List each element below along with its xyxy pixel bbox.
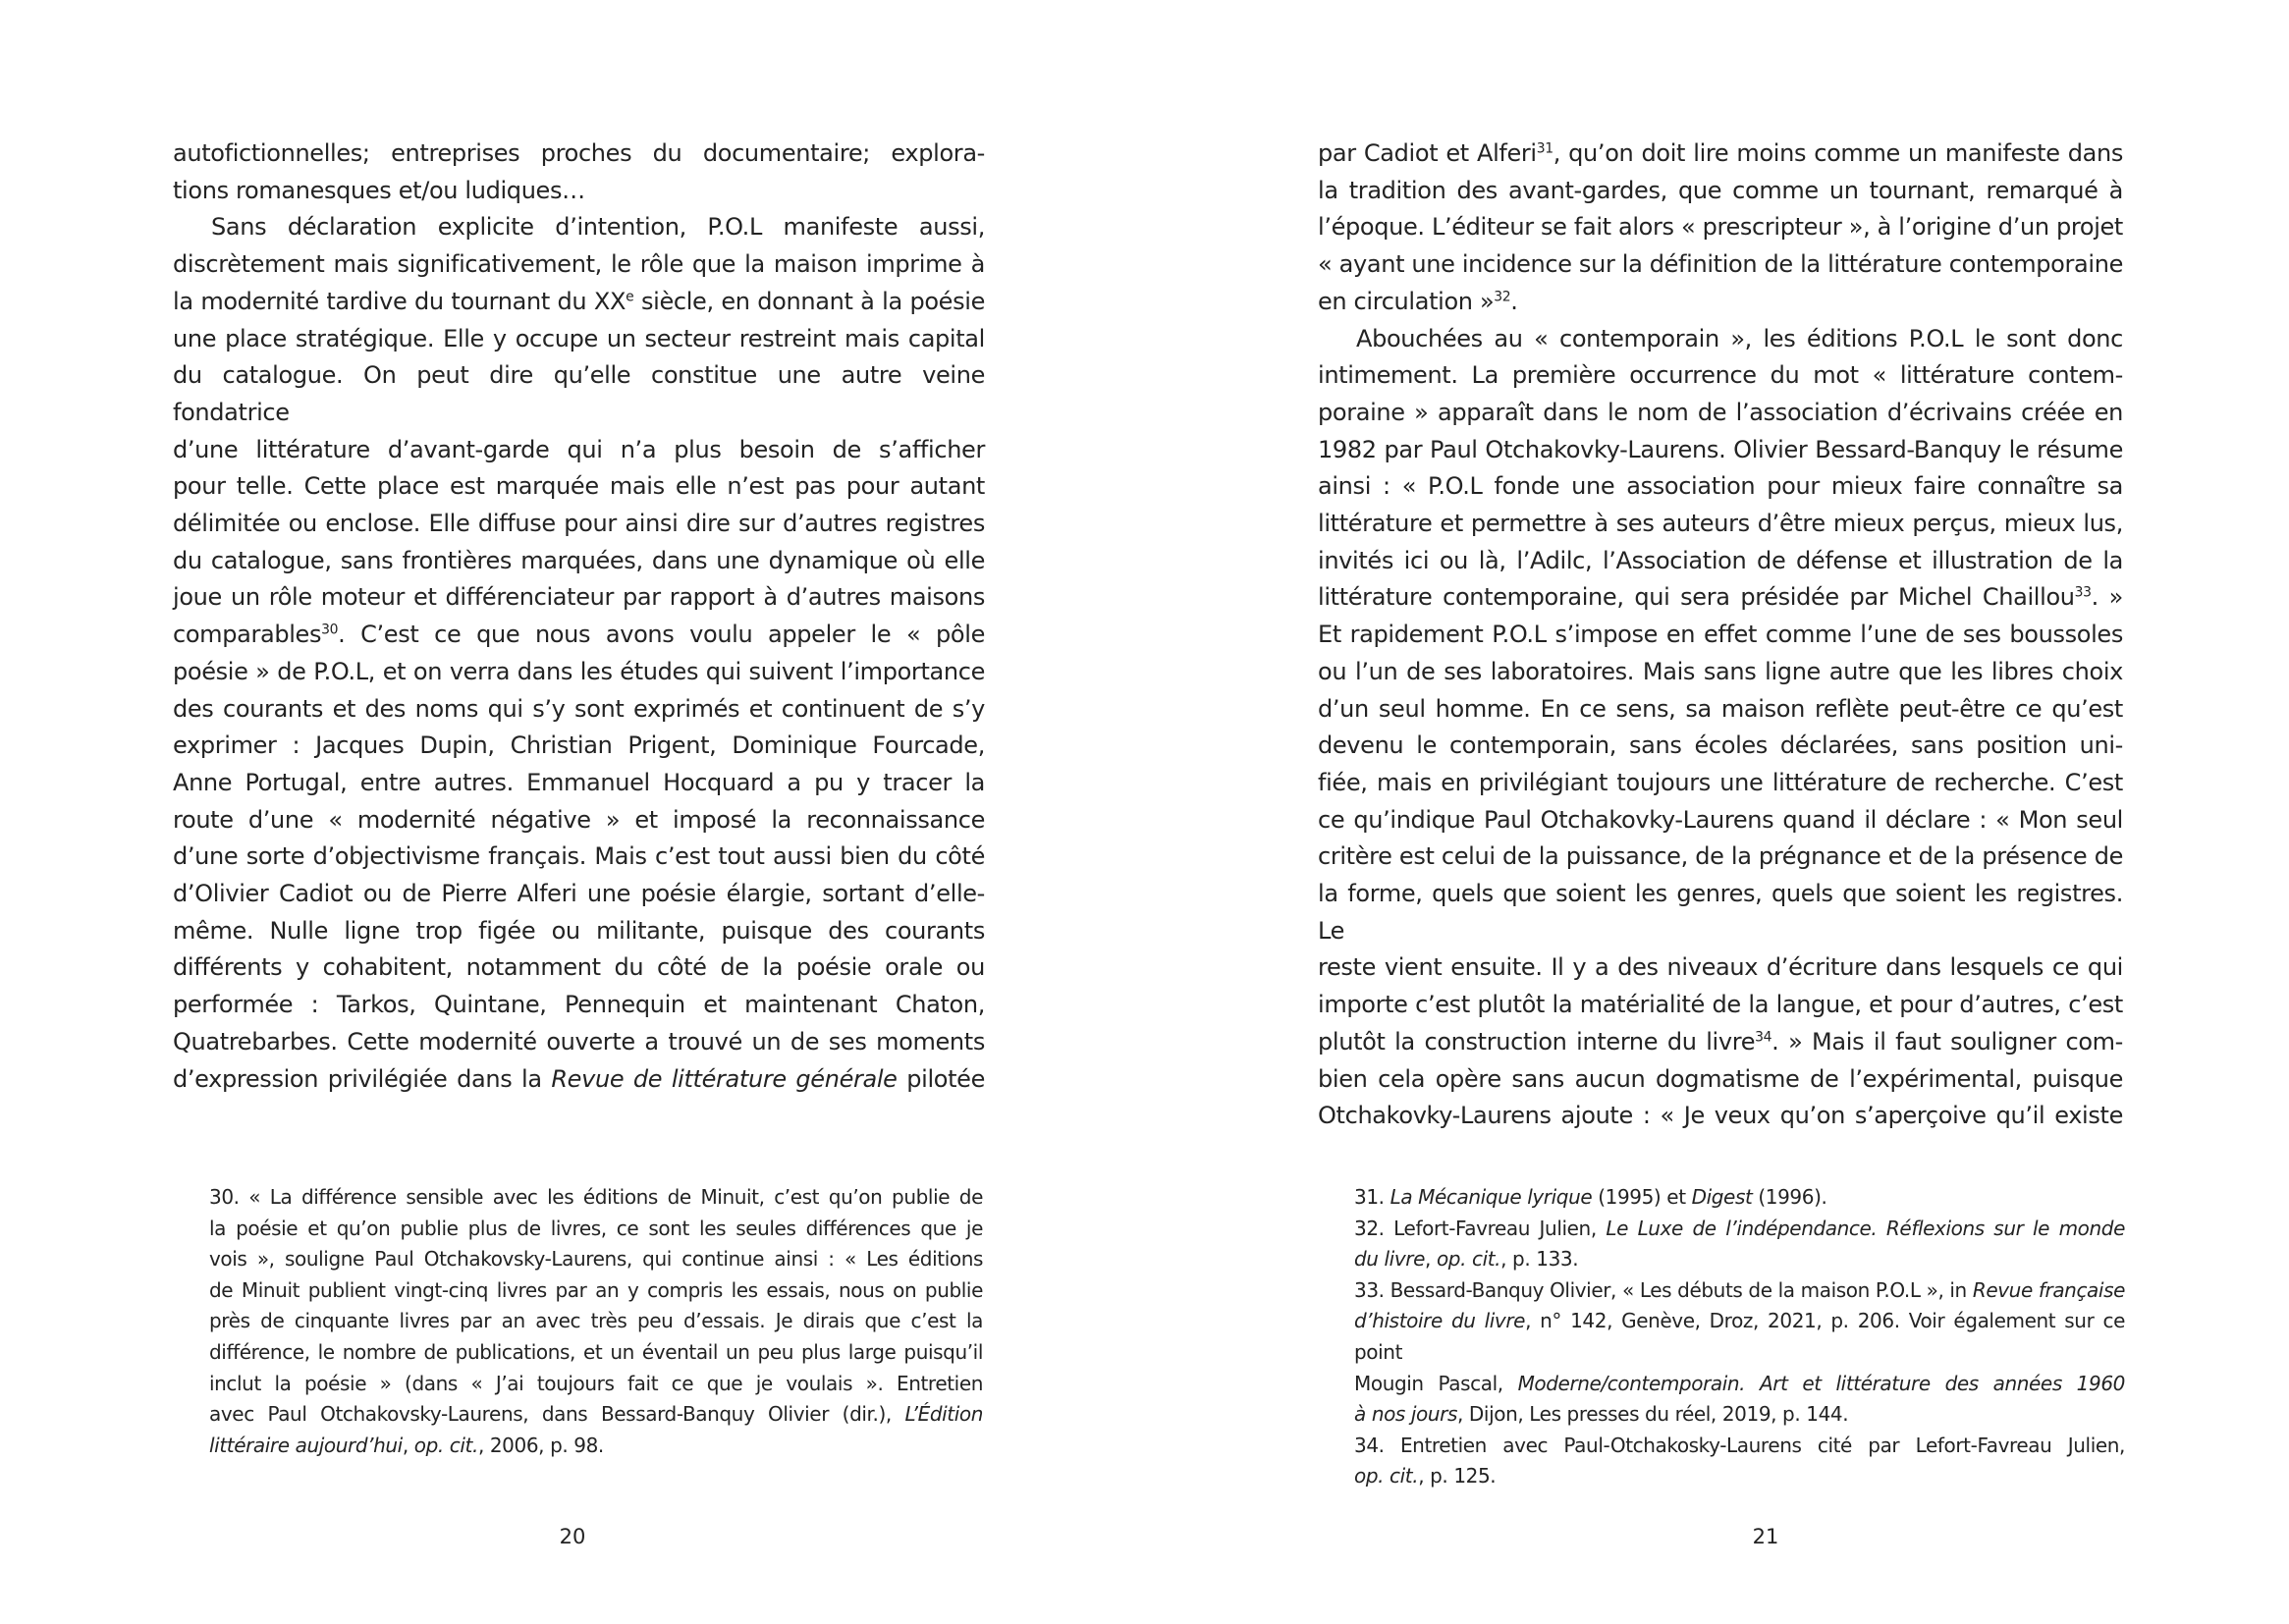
footnote-marker: 32 bbox=[1494, 289, 1511, 305]
text-segment: littérature et permettre à ses auteurs d’être mieux perçus, mieux lus, bbox=[1318, 510, 2123, 538]
text-line bbox=[1318, 506, 2123, 543]
text-segment: Abouchées au « contemporain », les éditions P.O.L le sont donc bbox=[1356, 324, 2123, 352]
text-line bbox=[1318, 617, 2123, 654]
text-segment: du catalogue. On peut dire qu’elle constitue une autre veine fondatrice bbox=[173, 361, 985, 426]
text-segment: près de cinquante livres par an avec très peu d’essais. Je dirais que c’est la bbox=[209, 1309, 983, 1333]
italic-text: du livre bbox=[1354, 1247, 1426, 1272]
italic-text: à nos jours bbox=[1354, 1402, 1458, 1427]
text-segment: par Cadiot et Alferi bbox=[1318, 139, 1537, 167]
footnote-marker: 33 bbox=[2074, 584, 2092, 601]
text-segment: en circulation » bbox=[1318, 287, 1495, 315]
text-segment: poraine » apparaît dans le nom de l’association d’écrivains créée en bbox=[1318, 398, 2123, 426]
text-segment: la modernité tardive du tournant du XX bbox=[173, 287, 627, 315]
text-line bbox=[209, 1275, 983, 1307]
left-body-text bbox=[173, 135, 985, 1098]
text-segment: une place stratégique. Elle y occupe un secteur restreint mais capital bbox=[173, 324, 985, 352]
text-line bbox=[173, 802, 985, 839]
text-line bbox=[1318, 1061, 2123, 1099]
text-segment: tions romanesques et/ou ludiques… bbox=[173, 176, 585, 204]
text-segment: même. Nulle ligne trop figée ou militante, puisque des courants bbox=[173, 916, 985, 945]
italic-text: La Mécanique lyrique bbox=[1390, 1185, 1593, 1209]
text-segment: de Minuit publient vingt-cinq livres par an y compris les essais, nous on publie bbox=[209, 1277, 983, 1302]
text-segment: fiée, mais en privilégiant toujours une littérature de recherche. C’est bbox=[1318, 768, 2123, 796]
text-line bbox=[1318, 691, 2123, 729]
text-segment: plutôt la construction interne du livre bbox=[1318, 1027, 1756, 1056]
text-line bbox=[1354, 1431, 2125, 1462]
italic-text: littéraire aujourd’hui bbox=[209, 1433, 403, 1457]
text-segment: la tradition des avant-gardes, que comme un tournant, remarqué à bbox=[1318, 176, 2123, 204]
text-line bbox=[173, 876, 985, 913]
text-line bbox=[1318, 802, 2123, 839]
text-segment: 30. « La différence sensible avec les éditions de Minuit, c’est qu’on publie de bbox=[209, 1185, 983, 1209]
text-segment: pilotée bbox=[897, 1064, 986, 1093]
text-segment: exprimer : Jacques Dupin, Christian Prigent, Dominique Fourcade, bbox=[173, 731, 985, 760]
text-line bbox=[1354, 1182, 2125, 1214]
footnote-marker: e bbox=[626, 289, 634, 305]
text-segment: importe c’est plutôt la matérialité de la langue, et pour d’autres, c’est bbox=[1318, 991, 2123, 1019]
text-segment: différents y cohabitent, notamment du côté de la poésie orale ou bbox=[173, 953, 985, 982]
text-line bbox=[1318, 579, 2123, 617]
text-segment: , p. 125. bbox=[1418, 1464, 1497, 1489]
italic-text: op. cit. bbox=[1354, 1464, 1419, 1489]
text-segment: , n° 142, Genève, Droz, 2021, p. 206. Voir également sur ce point bbox=[1354, 1309, 2125, 1364]
text-segment: inclut la poésie » (dans « J’ai toujours fait ce que je voulais ». Entretien bbox=[209, 1371, 983, 1395]
text-line bbox=[173, 321, 985, 358]
text-segment: . bbox=[1510, 287, 1518, 315]
text-line bbox=[1318, 432, 2123, 469]
italic-text: d’histoire du livre bbox=[1354, 1309, 1526, 1333]
text-segment: 31. bbox=[1354, 1185, 1390, 1209]
text-line bbox=[1318, 209, 2123, 246]
text-line bbox=[173, 1024, 985, 1061]
text-line bbox=[173, 913, 985, 950]
text-segment: la forme, quels que soient les genres, quels que soient les registres. Le bbox=[1318, 880, 2123, 945]
text-line bbox=[1318, 949, 2123, 987]
text-segment: la poésie et qu’on publie plus de livres, ce sont les seules différences que je bbox=[209, 1216, 983, 1240]
text-segment: , 2006, p. 98. bbox=[477, 1433, 604, 1457]
text-segment: l’époque. L’éditeur se fait alors « prescripteur », à l’origine d’un projet bbox=[1318, 213, 2123, 242]
text-segment: ainsi : « P.O.L fonde une association pour mieux faire connaître sa bbox=[1318, 472, 2123, 501]
text-line bbox=[1318, 1024, 2123, 1061]
text-line bbox=[1354, 1461, 2125, 1492]
text-line bbox=[173, 728, 985, 765]
text-line bbox=[173, 839, 985, 876]
text-line bbox=[173, 543, 985, 580]
text-line bbox=[209, 1431, 983, 1462]
text-line bbox=[1318, 543, 2123, 580]
text-line bbox=[209, 1369, 983, 1400]
text-segment: ce qu’indique Paul Otchakovky-Laurens quand il déclare : « Mon seul bbox=[1318, 805, 2123, 834]
page-number: 21 bbox=[1752, 1525, 1779, 1548]
text-line bbox=[173, 765, 985, 802]
text-segment: Sans déclaration explicite d’intention, P.O.L manifeste aussi, bbox=[211, 213, 985, 242]
text-segment: (1995) et bbox=[1592, 1185, 1692, 1209]
text-segment: littérature contemporaine, qui sera présidée par Michel Chaillou bbox=[1318, 583, 2075, 612]
text-segment: pour telle. Cette place est marquée mais elle n’est pas pour autant bbox=[173, 472, 985, 501]
text-line bbox=[173, 246, 985, 284]
text-line bbox=[173, 173, 985, 210]
text-segment: 33. Bessard-Banquy Olivier, « Les débuts de la maison P.O.L », in bbox=[1354, 1277, 1973, 1302]
text-line bbox=[1354, 1214, 2125, 1245]
text-segment: joue un rôle moteur et différenciateur par rapport à d’autres maisons bbox=[173, 583, 985, 612]
text-segment: , Dijon, Les presses du réel, 2019, p. 144. bbox=[1457, 1402, 1849, 1427]
text-line bbox=[209, 1182, 983, 1214]
text-line bbox=[1318, 468, 2123, 506]
text-line bbox=[1318, 246, 2123, 284]
text-segment: Mougin Pascal, bbox=[1354, 1371, 1518, 1395]
text-segment: poésie » de P.O.L, et on verra dans les études qui suivent l’importance bbox=[173, 657, 985, 685]
text-segment: . C’est ce que nous avons voulu appeler le « pôle bbox=[338, 621, 985, 649]
text-segment: invités ici ou là, l’Adilc, l’Association de défense et illustration de la bbox=[1318, 546, 2123, 574]
text-line bbox=[173, 432, 985, 469]
text-segment: vois », souligne Paul Otchakovsky-Laurens, qui continue ainsi : « Les éditions bbox=[209, 1247, 983, 1272]
italic-text: Revue de littérature générale bbox=[551, 1064, 898, 1093]
text-segment: 34. Entretien avec Paul-Otchakosky-Laurens cité par Lefort-Favreau Julien, bbox=[1354, 1433, 2125, 1457]
right-footnotes bbox=[1354, 1182, 2125, 1492]
text-line bbox=[1318, 765, 2123, 802]
text-segment: autofictionnelles; entreprises proches du documentaire; explora- bbox=[173, 139, 985, 167]
right-body-text bbox=[1318, 135, 2123, 1135]
text-line bbox=[1318, 173, 2123, 210]
left-footnotes bbox=[209, 1182, 983, 1461]
text-line bbox=[173, 691, 985, 729]
text-line bbox=[173, 468, 985, 506]
text-segment: , bbox=[402, 1433, 414, 1457]
text-segment: , p. 133. bbox=[1500, 1247, 1579, 1272]
text-segment: 1982 par Paul Otchakovky-Laurens. Olivier Bessard-Banquy le résume bbox=[1318, 435, 2123, 463]
text-segment: Anne Portugal, entre autres. Emmanuel Hocquard a pu y tracer la bbox=[173, 768, 985, 796]
text-line bbox=[173, 357, 985, 431]
text-segment: 32. Lefort-Favreau Julien, bbox=[1354, 1216, 1607, 1240]
text-line bbox=[173, 284, 985, 321]
text-line bbox=[173, 949, 985, 987]
text-line bbox=[1318, 135, 2123, 173]
text-line bbox=[173, 209, 985, 246]
text-segment: , bbox=[1425, 1247, 1437, 1272]
text-segment: différence, le nombre de publications, et un éventail un peu plus large puisqu’il bbox=[209, 1339, 983, 1364]
text-segment: d’une sorte d’objectivisme français. Mais c’est tout aussi bien du côté bbox=[173, 842, 985, 871]
text-segment: . » Mais il faut souligner com- bbox=[1771, 1027, 2123, 1056]
text-segment: performée : Tarkos, Quintane, Pennequin et maintenant Chaton, bbox=[173, 991, 985, 1019]
text-line bbox=[173, 617, 985, 654]
text-line bbox=[1318, 284, 2123, 321]
text-line bbox=[1354, 1369, 2125, 1400]
text-segment: comparables bbox=[173, 621, 322, 649]
footnote-marker: 34 bbox=[1755, 1029, 1772, 1046]
text-line bbox=[209, 1214, 983, 1245]
text-line bbox=[209, 1399, 983, 1431]
text-segment: . » bbox=[2091, 583, 2123, 612]
text-segment: « ayant une incidence sur la définition de la littérature contemporaine bbox=[1318, 250, 2123, 279]
text-line bbox=[1354, 1399, 2125, 1431]
text-segment: ou l’un de ses laboratoires. Mais sans ligne autre que les libres choix bbox=[1318, 657, 2123, 685]
text-line bbox=[1318, 987, 2123, 1024]
text-line bbox=[209, 1306, 983, 1337]
text-segment: Otchakovky-Laurens ajoute : « Je veux qu’on s’aperçoive qu’il existe bbox=[1318, 1102, 2123, 1130]
text-line bbox=[1354, 1244, 2125, 1275]
text-segment: , qu’on doit lire moins comme un manifeste dans bbox=[1553, 139, 2124, 167]
text-segment: des courants et des noms qui s’y sont exprimés et continuent de s’y bbox=[173, 694, 985, 723]
text-segment: critère est celui de la puissance, de la prégnance et de la présence de bbox=[1318, 842, 2123, 871]
text-line bbox=[173, 135, 985, 173]
italic-text: op. cit. bbox=[1436, 1247, 1501, 1272]
text-segment: route d’une « modernité négative » et imposé la reconnaissance bbox=[173, 805, 985, 834]
footnote-marker: 30 bbox=[321, 622, 339, 638]
text-line bbox=[1318, 357, 2123, 395]
text-segment: devenu le contemporain, sans écoles déclarées, sans position uni- bbox=[1318, 731, 2123, 760]
text-segment: du catalogue, sans frontières marquées, dans une dynamique où elle bbox=[173, 546, 985, 574]
italic-text: Revue française bbox=[1972, 1277, 2125, 1302]
text-line bbox=[209, 1244, 983, 1275]
text-line bbox=[173, 987, 985, 1024]
text-segment: délimitée ou enclose. Elle diffuse pour ainsi dire sur d’autres registres bbox=[173, 510, 985, 538]
italic-text: Moderne/contemporain. Art et littérature des années 1960 bbox=[1517, 1371, 2125, 1395]
text-segment: intimement. La première occurrence du mot « littérature contem- bbox=[1318, 361, 2123, 390]
text-line bbox=[1354, 1275, 2125, 1307]
text-segment: discrètement mais significativement, le rôle que la maison imprime à bbox=[173, 250, 985, 279]
italic-text: op. cit. bbox=[413, 1433, 478, 1457]
text-segment: Quatrebarbes. Cette modernité ouverte a trouvé un de ses moments bbox=[173, 1027, 985, 1056]
text-line bbox=[1354, 1306, 2125, 1368]
right-page bbox=[1145, 0, 2289, 1624]
text-segment: d’Olivier Cadiot ou de Pierre Alferi une poésie élargie, sortant d’elle- bbox=[173, 880, 985, 908]
text-line bbox=[1318, 876, 2123, 949]
text-segment: d’un seul homme. En ce sens, sa maison reflète peut-être ce qu’est bbox=[1318, 694, 2123, 723]
text-line bbox=[1318, 654, 2123, 691]
left-page bbox=[0, 0, 1144, 1624]
footnote-marker: 31 bbox=[1536, 140, 1553, 157]
italic-text: Digest bbox=[1691, 1185, 1753, 1209]
text-line bbox=[173, 506, 985, 543]
text-segment: d’une littérature d’avant-garde qui n’a plus besoin de s’afficher bbox=[173, 435, 985, 463]
text-line bbox=[173, 1061, 985, 1099]
text-segment: reste vient ensuite. Il y a des niveaux d’écriture dans lesquels ce qui bbox=[1318, 953, 2123, 982]
text-segment: avec Paul Otchakovsky-Laurens, dans Bessard-Banquy Olivier (dir.), bbox=[209, 1402, 905, 1427]
text-line bbox=[1318, 728, 2123, 765]
text-line bbox=[1318, 839, 2123, 876]
text-segment: bien cela opère sans aucun dogmatisme de l’expérimental, puisque bbox=[1318, 1064, 2123, 1093]
text-line bbox=[173, 654, 985, 691]
text-line bbox=[1318, 321, 2123, 358]
italic-text: L’Édition bbox=[904, 1402, 983, 1427]
text-line bbox=[1318, 1098, 2123, 1135]
text-segment: (1996). bbox=[1752, 1185, 1827, 1209]
italic-text: Le Luxe de l’indépendance. Réflexions sur le monde bbox=[1606, 1216, 2125, 1240]
text-segment: siècle, en donnant à la poésie bbox=[633, 287, 985, 315]
text-segment: d’expression privilégiée dans la bbox=[173, 1064, 552, 1093]
text-segment: Et rapidement P.O.L s’impose en effet comme l’une de ses boussoles bbox=[1318, 621, 2123, 649]
text-line bbox=[209, 1337, 983, 1369]
text-line bbox=[1318, 395, 2123, 432]
page-number: 20 bbox=[559, 1525, 586, 1548]
text-line bbox=[173, 579, 985, 617]
